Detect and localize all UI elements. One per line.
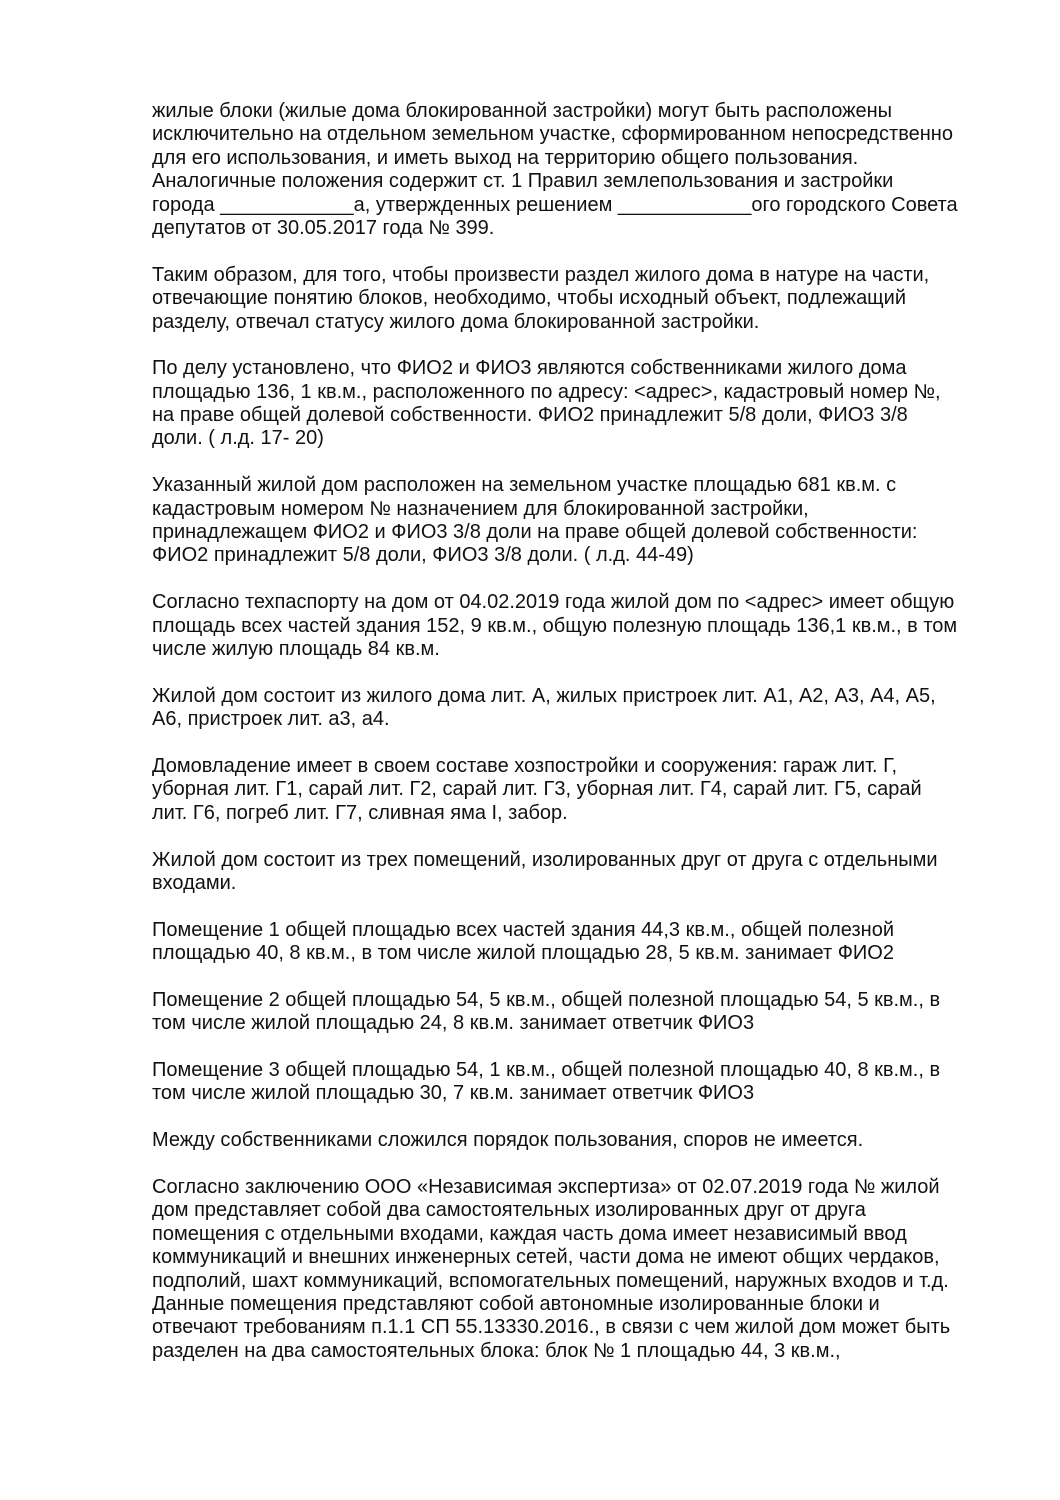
text-line: разделу, отвечал статусу жилого дома блокированной застройки. bbox=[152, 310, 760, 333]
text-line: лит. Г6, погреб лит. Г7, сливная яма I, забор. bbox=[152, 801, 568, 824]
text-line: Данные помещения представляют собой автономные изолированные блоки и bbox=[152, 1292, 880, 1315]
text-line: площадь всех частей здания 152, 9 кв.м., общую полезную площадь 136,1 кв.м., в том bbox=[152, 614, 958, 637]
text-line: Согласно техпаспорту на дом от 04.02.2019 года жилой дом по <адрес> имеет общую bbox=[152, 591, 955, 614]
paragraph bbox=[152, 1129, 987, 1152]
text-line: дом представляет собой два самостоятельных изолированных друг от друга bbox=[152, 1199, 866, 1222]
text-line: помещения с отдельными входами, каждая часть дома имеет независимый ввод bbox=[152, 1222, 907, 1245]
text-line: уборная лит. Г1, сарай лит. Г2, сарай лит. Г3, уборная лит. Г4, сарай лит. Г5, сарай bbox=[152, 778, 922, 801]
text-line: на праве общей долевой собственности. ФИО2 принадлежит 5/8 доли, ФИО3 3/8 bbox=[152, 404, 908, 427]
paragraph bbox=[152, 100, 987, 240]
paragraph bbox=[152, 755, 987, 825]
text-line: города ____________а, утвержденных решением ____________ого городского Совета bbox=[152, 193, 958, 216]
paragraph bbox=[152, 1059, 987, 1106]
text-line: площадью 136, 1 кв.м., расположенного по адресу: <адрес>, кадастровый номер №, bbox=[152, 380, 941, 403]
text-line: принадлежащем ФИО2 и ФИО3 3/8 доли на праве общей долевой собственности: bbox=[152, 521, 918, 544]
paragraph bbox=[152, 264, 987, 334]
text-line: Помещение 2 общей площадью 54, 5 кв.м., общей полезной площадью 54, 5 кв.м., в bbox=[152, 988, 941, 1011]
text-line: Согласно заключению ООО «Независимая экспертиза» от 02.07.2019 года № жилой bbox=[152, 1175, 940, 1198]
text-line: депутатов от 30.05.2017 года № 399. bbox=[152, 216, 495, 239]
text-line: кадастровым номером № назначением для блокированной застройки, bbox=[152, 497, 809, 520]
text-line: А6, пристроек лит. а3, а4. bbox=[152, 708, 390, 731]
text-line: исключительно на отдельном земельном участке, сформированном непосредственно bbox=[152, 123, 953, 146]
text-line: Помещение 3 общей площадью 54, 1 кв.м., общей полезной площадью 40, 8 кв.м., в bbox=[152, 1059, 941, 1082]
text-line: отвечают требованиям п.1.1 СП 55.13330.2016., в связи с чем жилой дом может быть bbox=[152, 1316, 951, 1339]
text-line: По делу установлено, что ФИО2 и ФИО3 являются собственниками жилого дома bbox=[152, 357, 907, 380]
paragraph bbox=[152, 989, 987, 1036]
text-line: для его использования, и иметь выход на территорию общего пользования. bbox=[152, 146, 859, 169]
text-line: коммуникаций и внешних инженерных сетей, части дома не имеют общих чердаков, bbox=[152, 1246, 940, 1269]
document-page bbox=[152, 100, 987, 1386]
text-line: Жилой дом состоит из жилого дома лит. А, жилых пристроек лит. А1, А2, А3, А4, А5, bbox=[152, 684, 936, 707]
text-line: ФИО2 принадлежит 5/8 доли, ФИО3 3/8 доли. ( л.д. 44-49) bbox=[152, 544, 694, 567]
text-line: Между собственниками сложился порядок пользования, споров не имеется. bbox=[152, 1129, 864, 1152]
paragraph bbox=[152, 919, 987, 966]
text-line: числе жилую площадь 84 кв.м. bbox=[152, 637, 440, 660]
text-line: Указанный жилой дом расположен на земельном участке площадью 681 кв.м. с bbox=[152, 474, 897, 497]
paragraph bbox=[152, 357, 987, 451]
paragraph bbox=[152, 591, 987, 661]
text-line: Домовладение имеет в своем составе хозпостройки и сооружения: гараж лит. Г, bbox=[152, 754, 898, 777]
text-line: Таким образом, для того, чтобы произвести раздел жилого дома в натуре на части, bbox=[152, 263, 930, 286]
text-line: жилые блоки (жилые дома блокированной застройки) могут быть расположены bbox=[152, 100, 893, 122]
paragraph bbox=[152, 685, 987, 732]
paragraph bbox=[152, 474, 987, 568]
text-line: отвечающие понятию блоков, необходимо, чтобы исходный объект, подлежащий bbox=[152, 287, 906, 310]
text-line: разделен на два самостоятельных блока: блок № 1 площадью 44, 3 кв.м., bbox=[152, 1339, 841, 1362]
text-line: площадью 40, 8 кв.м., в том числе жилой площадью 28, 5 кв.м. занимает ФИО2 bbox=[152, 942, 894, 965]
text-line: том числе жилой площадью 30, 7 кв.м. занимает ответчик ФИО3 bbox=[152, 1082, 755, 1105]
text-line: Помещение 1 общей площадью всех частей здания 44,3 кв.м., общей полезной bbox=[152, 918, 895, 941]
paragraph bbox=[152, 1176, 987, 1363]
text-line: Жилой дом состоит из трех помещений, изолированных друг от друга с отдельными bbox=[152, 848, 938, 871]
text-line: подполий, шахт коммуникаций, вспомогательных помещений, наружных входов и т.д. bbox=[152, 1269, 949, 1292]
text-line: входами. bbox=[152, 871, 237, 894]
text-line: Аналогичные положения содержит ст. 1 Правил землепользования и застройки bbox=[152, 170, 894, 193]
text-line: доли. ( л.д. 17- 20) bbox=[152, 427, 324, 450]
paragraph bbox=[152, 849, 987, 896]
text-line: том числе жилой площадью 24, 8 кв.м. занимает ответчик ФИО3 bbox=[152, 1012, 755, 1035]
